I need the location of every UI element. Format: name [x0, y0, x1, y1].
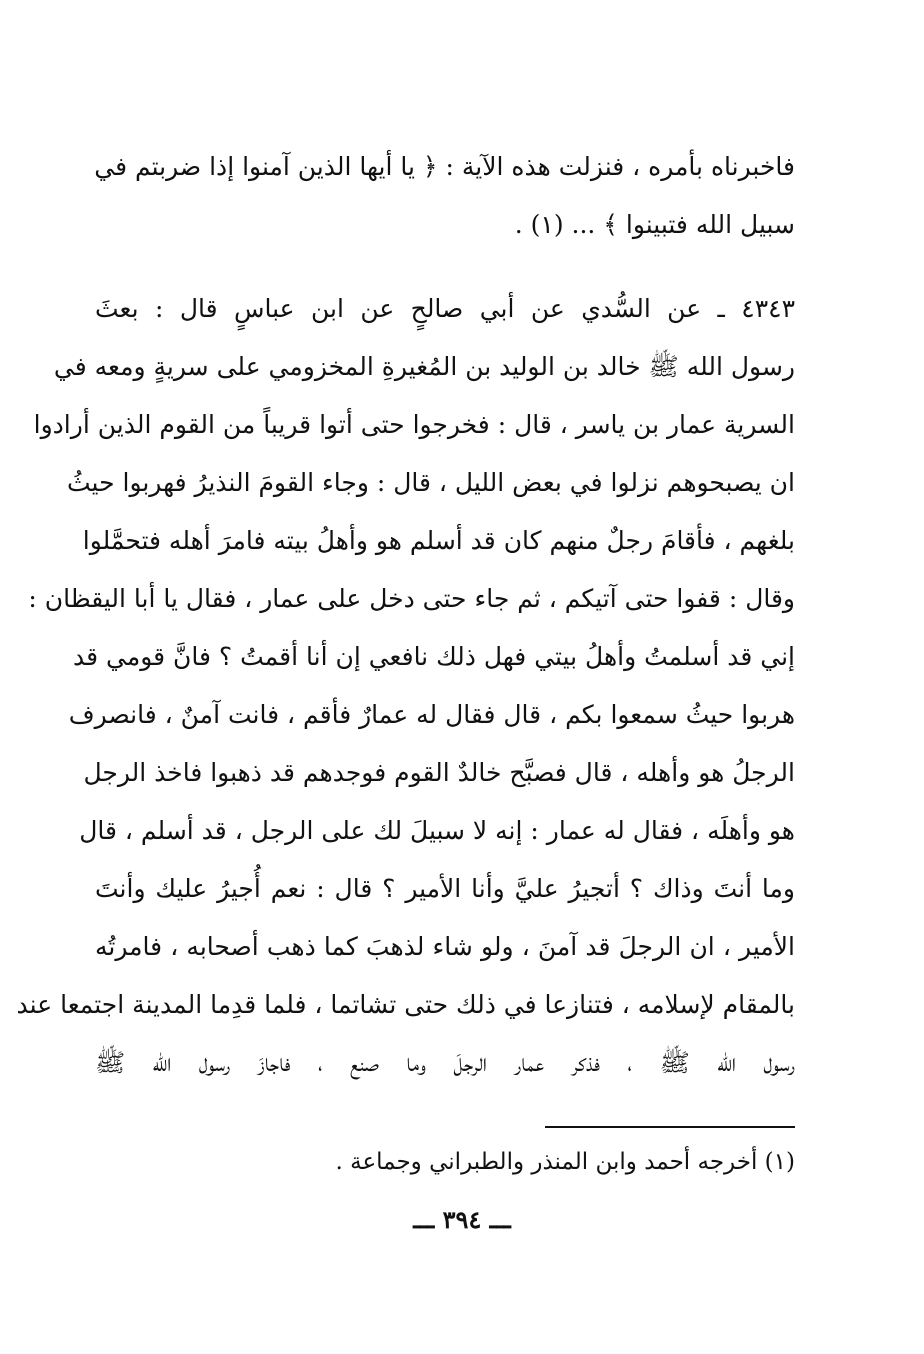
- text-line: الأمير ، ان الرجلَ قد آمنَ ، ولو شاء لذهبَ كما ذهب أصحابه ، فامرتُه: [95, 932, 795, 961]
- footnote-divider: [545, 1126, 795, 1128]
- intro-paragraph: [95, 138, 795, 254]
- text-line: ٤٣٤٣ ـ عن السُّدي عن أبي صالحٍ عن ابن عباسٍ قال : بعثَ: [95, 294, 795, 323]
- text-line: سبيل الله فتبينوا ﴾ ... (١) .: [514, 210, 795, 239]
- text-line: بلغهم ، فأقامَ رجلٌ منهم كان قد أسلم هو وأهلُ بيته فامرَ أهله فتحمَّلوا: [82, 526, 795, 555]
- text-line: هو وأهلَه ، فقال له عمار : إنه لا سبيلَ لك على الرجل ، قد أسلم ، قال: [79, 816, 795, 845]
- footnote: (١) أخرجه أحمد وابن المنذر والطبراني وجماعة .: [335, 1149, 795, 1175]
- text-line: فاخبرناه بأمره ، فنزلت هذه الآية : ﴿ يا أيها الذين آمنوا إذا ضربتم في: [94, 152, 795, 181]
- text-line: السرية عمار بن ياسر ، قال : فخرجوا حتى أتوا قريباً من القوم الذين أرادوا: [33, 410, 795, 439]
- text-line: بالمقام لإسلامه ، فتنازعا في ذلك حتى تشاتما ، فلما قدِما المدينة اجتمعا عند: [16, 990, 795, 1019]
- text-line: إني قد أسلمتُ وأهلُ بيتي فهل ذلك نافعي إن أنا أقمتُ ؟ فانَّ قومي قد: [73, 642, 795, 671]
- text-line: وقال : قفوا حتى آتيكم ، ثم جاء حتى دخل على عمار ، فقال يا أبا اليقظان :: [28, 584, 795, 613]
- text-line: ان يصبحوهم نزلوا في بعض الليل ، قال : وجاء القومَ النذيرُ فهربوا حيثُ: [67, 468, 795, 497]
- page-number: ـــ ٣٩٤ ـــ: [413, 1205, 511, 1234]
- text-line: رسول الله ﷺ خالد بن الوليد بن المُغيرةِ المخزومي على سريةٍ ومعه في: [53, 352, 795, 381]
- hadith-paragraph: [16, 280, 795, 1092]
- text-line: رسول الله ﷺ ، فذكر عمار الرجلَ وما صنع ، فاجازَ رسول الله ﷺ: [95, 1048, 795, 1077]
- text-line: وما أنتَ وذاك ؟ أتجيرُ عليَّ وأنا الأمير ؟ قال : نعم أُجيرُ عليك وأنتَ: [95, 874, 795, 903]
- text-line: هربوا حيثُ سمعوا بكم ، قال فقال له عمارٌ فأقم ، فانت آمنٌ ، فانصرف: [68, 700, 795, 729]
- text-line: الرجلُ هو وأهله ، قال فصبَّح خالدٌ القوم فوجدهم قد ذهبوا فاخذ الرجل: [83, 758, 795, 787]
